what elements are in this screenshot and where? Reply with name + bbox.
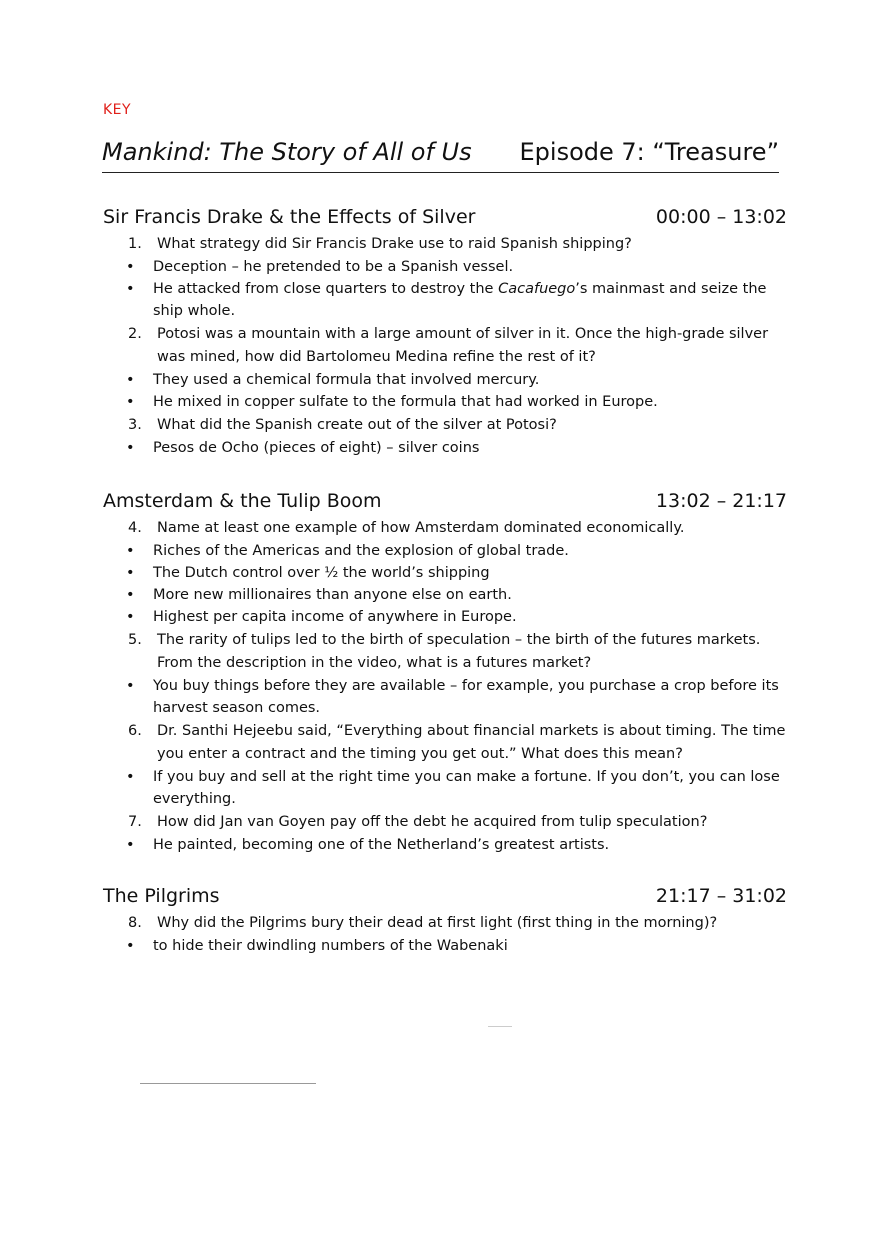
question bbox=[103, 629, 787, 675]
question bbox=[103, 233, 787, 256]
key-label: KEY bbox=[103, 102, 132, 118]
question-number: 2. bbox=[128, 326, 142, 342]
question-number: 7. bbox=[128, 814, 142, 830]
footnote-rule bbox=[140, 1083, 316, 1084]
answer-list bbox=[103, 369, 787, 413]
answer-list bbox=[103, 766, 787, 810]
section-timestamp: 00:00 – 13:02 bbox=[655, 206, 787, 228]
answer-list bbox=[103, 256, 787, 322]
question bbox=[103, 912, 787, 935]
document-title: Mankind: The Story of All of Us bbox=[102, 138, 472, 166]
question-number: 1. bbox=[128, 236, 142, 252]
question-text: Dr. Santhi Hejeebu said, “Everything about financial markets is about timing. The time you enter a contract and the timing you get out.” What does this mean? bbox=[157, 723, 786, 762]
answer-list bbox=[103, 935, 787, 957]
question-number: 5. bbox=[128, 632, 142, 648]
section-pilgrims bbox=[103, 885, 787, 957]
answer-text: ’s mainmast and seize the ship whole. bbox=[153, 281, 767, 319]
answer-text: He attacked from close quarters to destroy the bbox=[153, 281, 499, 297]
document-header bbox=[102, 138, 779, 173]
question-text: How did Jan van Goyen pay off the debt he acquired from tulip speculation? bbox=[157, 814, 708, 830]
question bbox=[103, 720, 787, 766]
question-number: 3. bbox=[128, 417, 142, 433]
answer-item: • Riches of the Americas and the explosion of global trade. bbox=[103, 540, 787, 562]
answer-item: • Highest per capita income of anywhere in Europe. bbox=[103, 606, 787, 628]
section-drake bbox=[103, 206, 787, 459]
answer-item: • The Dutch control over ½ the world’s shipping bbox=[103, 562, 787, 584]
section-title: Amsterdam & the Tulip Boom bbox=[103, 490, 382, 512]
section-title: Sir Francis Drake & the Effects of Silver bbox=[103, 206, 476, 228]
answer-item: • He painted, becoming one of the Netherland’s greatest artists. bbox=[103, 834, 787, 856]
section-timestamp: 21:17 – 31:02 bbox=[655, 885, 787, 907]
ship-name: Cacafuego bbox=[498, 281, 576, 297]
answer-list bbox=[103, 437, 787, 459]
section-heading bbox=[103, 206, 787, 232]
question-text: Name at least one example of how Amsterdam dominated economically. bbox=[157, 520, 685, 536]
answer-item: • Pesos de Ocho (pieces of eight) – silver coins bbox=[103, 437, 787, 459]
answer-list bbox=[103, 540, 787, 628]
answer-item: • You buy things before they are available – for example, you purchase a crop before its harvest season comes. bbox=[103, 675, 787, 719]
section-amsterdam bbox=[103, 490, 787, 856]
section-heading bbox=[103, 885, 787, 911]
question-text: The rarity of tulips led to the birth of speculation – the birth of the futures markets. From the description in the video, what is a futures market? bbox=[157, 632, 761, 671]
question-text: Potosi was a mountain with a large amount of silver in it. Once the high-grade silver was mined, how did Bartolomeu Medina refine the rest of it? bbox=[157, 326, 769, 365]
answer-item: • He mixed in copper sulfate to the formula that had worked in Europe. bbox=[103, 391, 787, 413]
section-title: The Pilgrims bbox=[103, 885, 220, 907]
question-text: What did the Spanish create out of the silver at Potosi? bbox=[157, 417, 557, 433]
answer-list bbox=[103, 834, 787, 856]
question bbox=[103, 323, 787, 369]
answer-item bbox=[103, 278, 787, 322]
answer-item: • If you buy and sell at the right time you can make a fortune. If you don’t, you can lose everything. bbox=[103, 766, 787, 810]
question bbox=[103, 414, 787, 437]
divider-mark bbox=[488, 1026, 512, 1027]
question-number: 4. bbox=[128, 520, 142, 536]
answer-item: • Deception – he pretended to be a Spanish vessel. bbox=[103, 256, 787, 278]
answer-item: • They used a chemical formula that involved mercury. bbox=[103, 369, 787, 391]
section-timestamp: 13:02 – 21:17 bbox=[655, 490, 787, 512]
question-number: 6. bbox=[128, 723, 142, 739]
answer-list bbox=[103, 675, 787, 719]
question-text: Why did the Pilgrims bury their dead at first light (first thing in the morning)? bbox=[157, 915, 718, 931]
question bbox=[103, 811, 787, 834]
answer-item: • More new millionaires than anyone else on earth. bbox=[103, 584, 787, 606]
question bbox=[103, 517, 787, 540]
episode-title: Episode 7: “Treasure” bbox=[519, 138, 779, 166]
question-text: What strategy did Sir Francis Drake use to raid Spanish shipping? bbox=[157, 236, 632, 252]
answer-item: • to hide their dwindling numbers of the Wabenaki bbox=[103, 935, 787, 957]
question-number: 8. bbox=[128, 915, 142, 931]
section-heading bbox=[103, 490, 787, 516]
